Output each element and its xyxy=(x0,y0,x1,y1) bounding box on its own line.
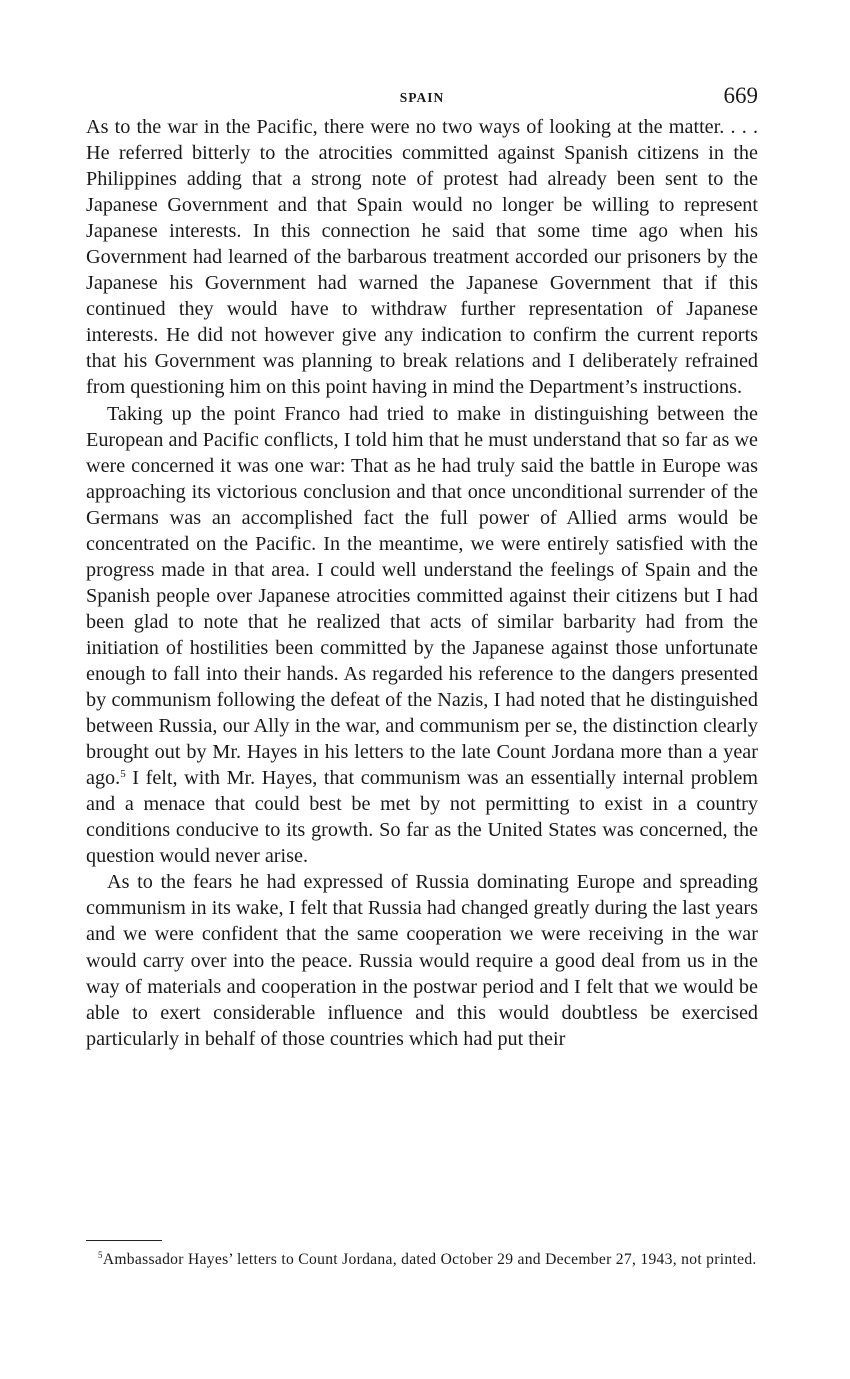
body-text xyxy=(86,114,758,1052)
running-header xyxy=(86,80,758,114)
paragraph-1 xyxy=(86,114,758,401)
footnote xyxy=(86,1251,758,1270)
page xyxy=(86,80,758,1052)
paragraph-2-text-part-2: I felt, with Mr. Hayes, that communism was an essentially internal problem and a menace that could best be met by not permitting to exist in a country conditions conducive to its growth. So far as the United States was concerned, the question would never arise. xyxy=(86,767,759,868)
footnote-reference[interactable]: 5 xyxy=(120,768,126,781)
paragraph-3-text: As to the fears he had expressed of Russia dominating Europe and spreading communism in its wake, I felt that Russia had changed greatly during the last years and we were confident that the same cooperation we were receiving in the war would carry over into the peace. Russia would require a good deal from us in the way of materials and cooperation in the postwar period and I felt that we would be able to exert considerable influence and this would doubtless be exercised particularly in behalf of those countries which had put their xyxy=(86,871,758,1050)
footnote-divider xyxy=(86,1240,162,1241)
running-title: SPAIN xyxy=(399,90,445,105)
footnote-text: Ambassador Hayes’ letters to Count Jordana, dated October 29 and December 27, 1943, not printed. xyxy=(102,1251,757,1268)
paragraph-3 xyxy=(86,869,758,1051)
page-number: 669 xyxy=(723,83,758,108)
paragraph-2 xyxy=(86,401,758,870)
paragraph-1-text: As to the war in the Pacific, there were no two ways of looking at the matter. . . . He referred bitterly to the atrocities committed against Spanish citizens in the Philippines adding that a strong note of protest had already been sent to the Japanese Government and that Spain would no longer be willing to represent Japanese interests. In this connection he said that some time ago when his Government had learned of the barbarous treatment accorded our prisoners by the Japanese his Government had warned the Japanese Government that if this continued they would have to withdraw further representation of Japanese interests. He did not however give any indication to confirm the current reports that his Government was planning to break relations and I deliberately refrained from questioning him on this point having in mind the Department’s instructions. xyxy=(86,116,758,399)
paragraph-2-text-part-1: Taking up the point Franco had tried to make in distinguishing between the European and Pacific conflicts, I told him that he must understand that so far as we were concerned it was one war: That as he had truly said the battle in Europe was approaching its victorious conclusion and that once unconditional surrender of the Germans was an accomplished fact the full power of Allied arms would be concentrated on the Pacific. In the meantime, we were entirely satisfied with the progress made in that area. I could well understand the feelings of Spain and the Spanish people over Japanese atrocities committed against their citizens but I had been glad to note that he realized that acts of similar barbarity had from the initiation of hostilities been committed by the Japanese against those unfortunate enough to fall into their hands. As regarded his reference to the dangers presented by communism following the defeat of the Nazis, I had noted that he distinguished between Russia, our Ally in the war, and communism per se, the distinction clearly brought out by Mr. Hayes in his letters to the late Count Jordana more than a year ago. xyxy=(86,402,758,790)
footnote-marker: 5 xyxy=(98,1250,103,1260)
